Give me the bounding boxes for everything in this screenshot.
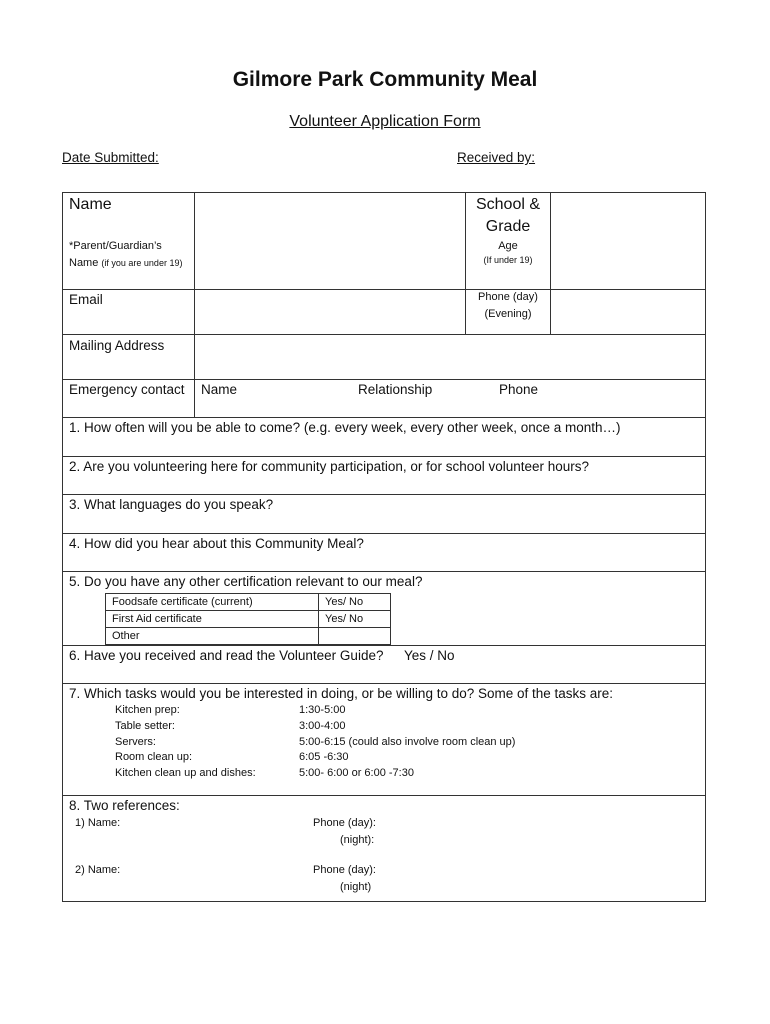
table-row: [106, 611, 391, 628]
row-divider: [63, 417, 705, 418]
row-divider: [63, 533, 705, 534]
email-input[interactable]: [196, 291, 463, 332]
phone-evening-label: (Evening): [484, 308, 532, 320]
table-row: [106, 628, 391, 645]
phone-input[interactable]: [552, 291, 703, 332]
emergency-contact-label: Emergency contact: [69, 382, 185, 397]
row-divider: [63, 645, 705, 646]
question-7: 7. Which tasks would you be interested in doing, or be willing to do? Some of the tasks are:: [69, 686, 614, 701]
cert-answer[interactable]: [319, 628, 391, 645]
task-time: 6:05 -6:30: [299, 751, 349, 763]
date-submitted-label: Date Submitted:: [62, 150, 159, 165]
cert-name: First Aid certificate: [106, 611, 319, 628]
school-grade-label: School &: [475, 196, 541, 213]
task-time: 3:00-4:00: [299, 720, 346, 732]
ec-name-label: Name: [201, 382, 238, 397]
school-grade-label-2: Grade: [485, 218, 531, 235]
task-time: 1:30-5:00: [299, 704, 346, 716]
question-6-options[interactable]: Yes / No: [404, 648, 455, 663]
reference-2-night-label: (night): [340, 881, 372, 893]
question-4: 4. How did you hear about this Community Meal?: [69, 536, 364, 551]
question-6: 6. Have you received and read the Volunteer Guide?: [69, 648, 384, 663]
form-title: Gilmore Park Community Meal: [232, 68, 538, 91]
question-8: 8. Two references:: [69, 798, 180, 813]
task-time: 5:00- 6:00 or 6:00 -7:30: [299, 767, 414, 779]
parent-name-text: Name: [69, 257, 99, 269]
reference-1-night-label: (night):: [340, 834, 375, 846]
task-time: 5:00-6:15 (could also involve room clean up): [299, 736, 516, 748]
question-1: 1. How often will you be able to come? (e.g. every week, every other week, once a month…): [69, 420, 621, 435]
row-divider: [63, 571, 705, 572]
cert-answer[interactable]: Yes/ No: [319, 594, 391, 611]
reference-1-phone-day-label: Phone (day):: [313, 817, 376, 829]
form-subtitle: Volunteer Application Form: [289, 113, 481, 130]
question-2: 2. Are you volunteering here for community participation, or for school volunteer hours?: [69, 459, 590, 474]
reference-1-name-label: 1) Name:: [75, 817, 121, 829]
table-row: [106, 594, 391, 611]
certification-table: [105, 593, 391, 645]
parent-note: (if you are under 19): [101, 258, 183, 268]
application-form-table: [62, 192, 706, 902]
row-divider: [63, 494, 705, 495]
task-name: Table setter:: [115, 720, 175, 732]
row-divider: [63, 683, 705, 684]
ec-phone-label: Phone: [499, 382, 539, 397]
mailing-address-input[interactable]: [196, 336, 703, 377]
ec-relationship-label: Relationship: [358, 382, 433, 397]
received-by-label: Received by:: [457, 150, 536, 165]
row-divider: [63, 795, 705, 796]
column-divider: [550, 193, 551, 334]
row-divider: [63, 456, 705, 457]
name-label: Name: [69, 196, 112, 213]
mailing-address-label: Mailing Address: [69, 338, 165, 353]
task-name: Kitchen prep:: [115, 704, 180, 716]
cert-name: Other: [106, 628, 319, 645]
task-name: Room clean up:: [115, 751, 193, 763]
phone-day-label: Phone (day): [478, 291, 538, 303]
school-grade-input[interactable]: [552, 195, 703, 287]
task-name: Servers:: [115, 736, 156, 748]
email-label: Email: [69, 292, 103, 307]
column-divider: [194, 193, 195, 417]
name-input[interactable]: [196, 195, 463, 287]
cert-name: Foodsafe certificate (current): [106, 594, 319, 611]
question-5: 5. Do you have any other certification relevant to our meal?: [69, 574, 423, 589]
reference-2-name-label: 2) Name:: [75, 864, 121, 876]
parent-name-label: [69, 257, 182, 269]
task-name: Kitchen clean up and dishes:: [115, 767, 256, 779]
cert-answer[interactable]: Yes/ No: [319, 611, 391, 628]
reference-2-phone-day-label: Phone (day):: [313, 864, 376, 876]
age-note: (If under 19): [483, 255, 533, 265]
parent-guardian-label: *Parent/Guardian’s: [69, 240, 162, 252]
question-3: 3. What languages do you speak?: [69, 497, 274, 512]
age-label: Age: [498, 240, 518, 252]
row-divider: [63, 334, 705, 335]
row-divider: [63, 379, 705, 380]
row-divider: [63, 289, 705, 290]
